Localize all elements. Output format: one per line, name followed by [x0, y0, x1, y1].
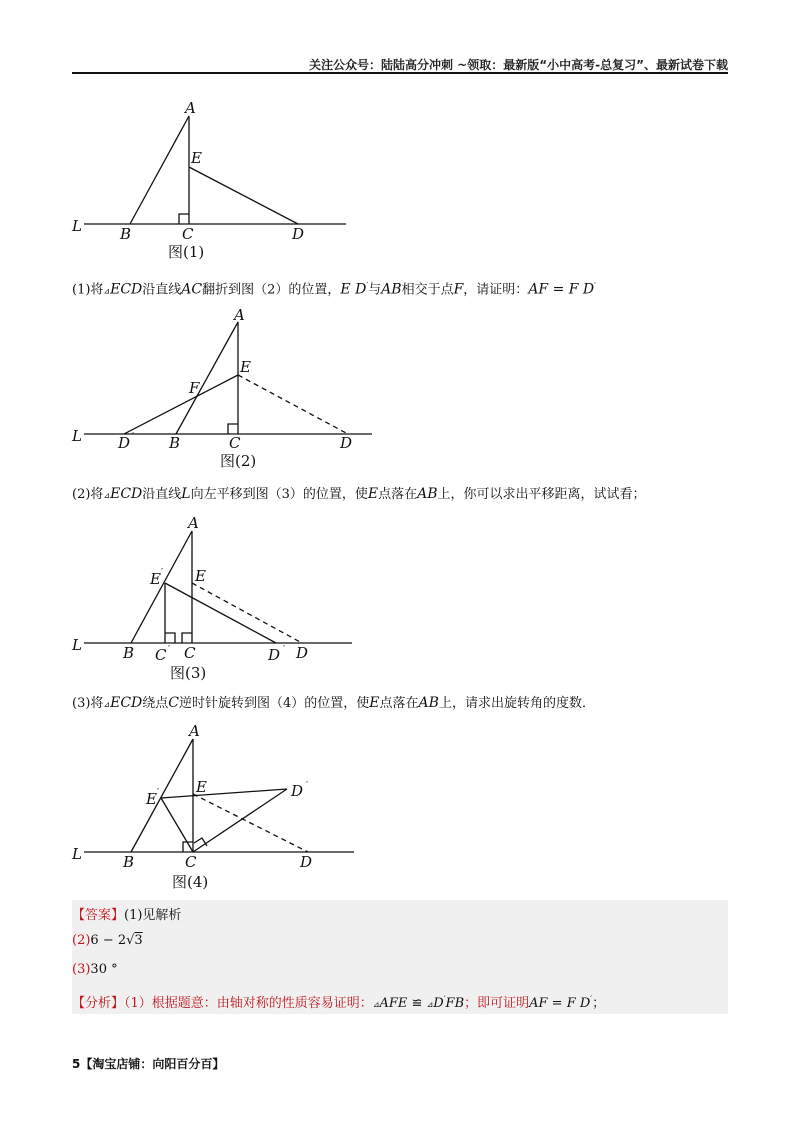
label-a: A [188, 514, 199, 532]
label-l: L [72, 217, 82, 235]
svg-text:′: ′ [157, 788, 160, 798]
label-a: A [189, 722, 200, 740]
segment-ab [131, 531, 192, 643]
label-a: A [234, 306, 245, 324]
segment-ed-dashed [193, 794, 308, 852]
label-c-prime: C [155, 646, 167, 664]
label-d-prime: D [268, 646, 281, 664]
segment-c-d-prime [193, 789, 287, 852]
header-rule [72, 72, 728, 74]
question-3: (3)将⊿ECD绕点C逆时针旋转到图（4）的位置，使E点落在AB上，请求出旋转角的度数． [72, 695, 595, 711]
caption-fig4: 图(4) [172, 873, 209, 891]
right-angle-mark-rotated [194, 838, 207, 846]
answer-block [72, 900, 728, 1014]
segment-ab [130, 116, 189, 224]
label-d: D [340, 434, 353, 452]
svg-text:′: ′ [306, 781, 309, 791]
label-b: B [169, 434, 181, 452]
answer-line-1 [72, 904, 181, 923]
answer-tag: 【答案】 [72, 908, 125, 923]
right-angle-mark [179, 214, 189, 224]
label-d-prime: D [118, 434, 131, 452]
question-2: (2)将⊿ECD沿直线L向左平移到图（3）的位置，使E点落在AB上，你可以求出平移距离，试试看； [72, 486, 646, 502]
label-c: C [182, 225, 194, 243]
answer-1: (1)见解析 [124, 908, 182, 923]
label-c: C [184, 644, 196, 662]
segment-ab [176, 322, 238, 434]
figure-4 [0, 722, 800, 894]
question-1: (1)将⊿ECD沿直线AC翻折到图（2）的位置，E D′与AB相交于点F，请证明：AF = F D′ [72, 281, 596, 298]
analysis-line: 【分析】（1）根据题意：由轴对称的性质容易证明：⊿AFE ≌ ⊿D′FB；即可证明AF = F D′； [72, 994, 606, 1011]
answer-3: 30 ° [90, 962, 118, 977]
svg-text:′: ′ [168, 645, 171, 655]
svg-text:′: ′ [132, 432, 135, 442]
segment-e-prime-c [161, 798, 193, 852]
label-e: E [196, 778, 207, 796]
figure-3 [0, 513, 800, 688]
answer-line-3: (3)30 ° [72, 962, 118, 977]
label-a: A [185, 100, 196, 117]
answer-line-2: (2)6 − 2√3 [72, 933, 143, 948]
segment-ed-dashed [192, 583, 302, 643]
label-c: C [229, 434, 241, 452]
answer-2: 6 − 2 [90, 933, 127, 948]
label-l: L [72, 636, 82, 654]
figure-1 [0, 100, 800, 265]
right-angle-mark-c [182, 633, 192, 643]
right-angle-mark-c-prime [165, 633, 175, 643]
segment-ed [189, 167, 298, 224]
label-e: E [240, 358, 251, 376]
label-b: B [120, 225, 132, 243]
caption-fig2: 图(2) [220, 452, 257, 470]
svg-text:′: ′ [161, 568, 164, 578]
segment-e-prime-d-prime [161, 789, 287, 798]
page-footer: 5【淘宝店铺：向阳百分百】 [72, 1057, 225, 1071]
label-d-prime: D [291, 782, 304, 800]
label-l: L [72, 427, 82, 445]
label-e-prime: E [150, 570, 161, 588]
caption-fig1: 图(1) [168, 243, 205, 261]
label-d: D [292, 225, 305, 243]
label-d: D [300, 853, 313, 871]
svg-text:′: ′ [283, 645, 286, 655]
figure-2 [0, 305, 800, 475]
caption-fig3: 图(3) [170, 664, 207, 682]
label-e: E [195, 567, 206, 585]
analysis-tag: 【分析】 [72, 996, 125, 1011]
label-e-prime: E [146, 790, 157, 808]
label-f: F [189, 379, 200, 397]
label-l: L [72, 845, 82, 863]
label-b: B [123, 853, 135, 871]
label-e: E [191, 149, 202, 167]
right-angle-mark [228, 424, 238, 434]
label-c: C [185, 853, 197, 871]
label-d: D [296, 644, 309, 662]
segment-ed-dashed [238, 375, 348, 434]
label-b: B [123, 644, 135, 662]
page-header: 关注公众号：陆陆高分冲刺 ~领取：最新版“小中高考-总复习”、最新试卷下载 [309, 58, 728, 72]
